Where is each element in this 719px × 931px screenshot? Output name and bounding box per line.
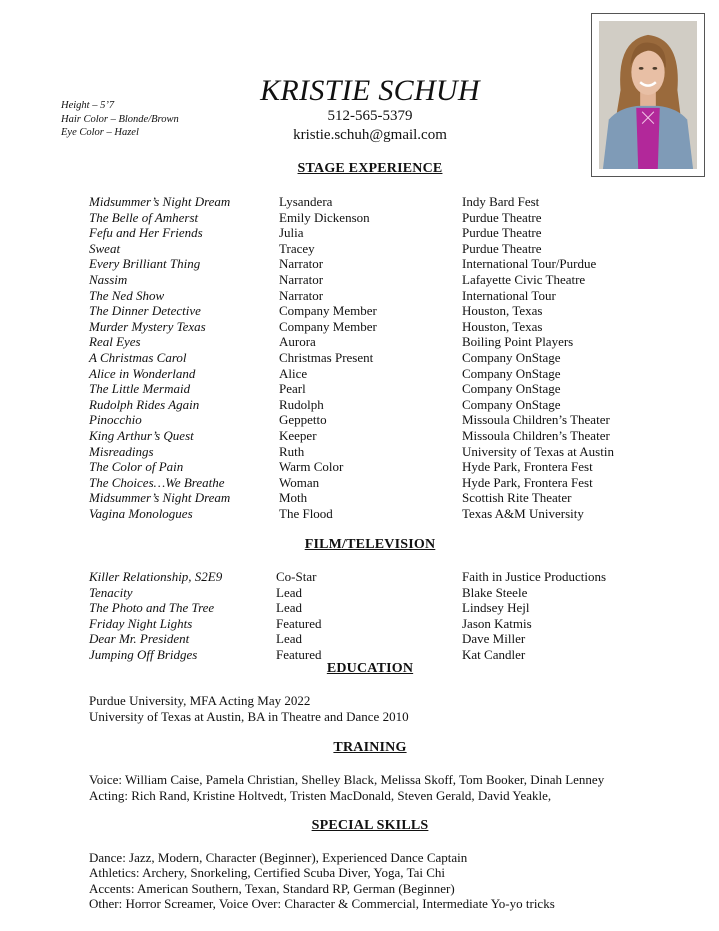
eye-color-stat: Eye Color – Hazel <box>61 127 139 138</box>
credit-title: A Christmas Carol <box>89 350 187 365</box>
credit-row <box>0 288 719 304</box>
credit-title: The Color of Pain <box>89 459 184 475</box>
credit-row <box>0 475 719 491</box>
credit-row <box>0 272 719 288</box>
credit-role: Company Member <box>279 303 377 319</box>
credit-row <box>0 241 719 257</box>
skill-athletics: Athletics: Archery, Snorkeling, Certified Scuba Diver, Yoga, Tai Chi <box>89 865 446 880</box>
stage-experience-heading: STAGE EXPERIENCE <box>297 161 443 176</box>
credit-row <box>0 569 719 585</box>
credit-row <box>0 412 719 428</box>
credit-row <box>0 428 719 444</box>
credit-venue: Kat Candler <box>462 647 526 662</box>
headshot-image <box>599 21 697 169</box>
credit-venue: Indy Bard Fest <box>462 194 540 209</box>
credit-title: Nassim <box>89 272 128 287</box>
credit-role: Alice <box>279 365 308 381</box>
education-line: Purdue University, MFA Acting May 2022 <box>89 693 311 708</box>
credit-row <box>0 194 719 210</box>
credit-venue: Houston, Texas <box>462 318 543 334</box>
credit-venue: Boiling Point Players <box>462 334 574 350</box>
credit-title: Pinocchio <box>89 412 142 428</box>
physical-stats <box>61 99 179 140</box>
credit-role: Rudolph <box>279 396 324 412</box>
credit-role: Lysandera <box>279 194 333 209</box>
credit-row <box>0 366 719 382</box>
credit-role: Moth <box>279 490 308 506</box>
credit-venue: Company OnStage <box>462 365 561 381</box>
credit-role: Lead <box>276 584 302 600</box>
credit-role: Company Member <box>279 318 377 334</box>
credit-row <box>0 319 719 335</box>
credit-title: Murder Mystery Texas <box>89 318 206 334</box>
credit-venue: Faith in Justice Productions <box>462 569 607 584</box>
credit-title: Dear Mr. President <box>89 631 190 647</box>
credit-row <box>0 334 719 350</box>
credit-title: The Belle of Amherst <box>89 209 199 225</box>
training-voice: Voice: William Caise, Pamela Christian, Shelley Black, Melissa Skoff, Tom Booker, Dinah Lenney <box>89 772 605 787</box>
credit-title: King Arthur’s Quest <box>89 428 194 443</box>
credit-role: Geppetto <box>279 412 327 428</box>
credit-role: Featured <box>276 615 322 631</box>
credit-row <box>0 350 719 366</box>
credit-title: Friday Night Lights <box>89 615 193 631</box>
phone-number: 512-565-5379 <box>327 108 413 124</box>
actor-name: KRISTIE SCHUH <box>260 74 480 107</box>
credit-venue: Hyde Park, Frontera Fest <box>462 459 593 475</box>
training-heading: TRAINING <box>333 740 407 755</box>
credit-title: The Ned Show <box>89 287 165 303</box>
credit-role: Co-Star <box>276 569 317 584</box>
credit-role: Aurora <box>279 334 316 350</box>
credit-row <box>0 225 719 241</box>
training-acting: Acting: Rich Rand, Kristine Holtvedt, Tristen MacDonald, Steven Gerald, David Yeakle, <box>89 788 552 803</box>
credit-venue: Scottish Rite Theater <box>462 490 572 506</box>
credit-row <box>0 631 719 647</box>
credit-row <box>0 210 719 226</box>
credit-venue: Company OnStage <box>462 396 561 412</box>
headshot-photo <box>591 13 705 177</box>
credit-role: Ruth <box>279 443 305 459</box>
credit-row <box>0 506 719 522</box>
credit-row <box>0 381 719 397</box>
credit-venue: Texas A&M University <box>462 506 584 521</box>
credit-venue: Lafayette Civic Theatre <box>462 272 586 287</box>
credit-role: Narrator <box>279 272 324 287</box>
credit-row <box>0 600 719 616</box>
credit-title: The Dinner Detective <box>89 303 201 319</box>
credit-venue: Company OnStage <box>462 350 561 365</box>
credit-row <box>0 616 719 632</box>
credit-title: Jumping Off Bridges <box>89 647 198 662</box>
email-address: kristie.schuh@gmail.com <box>293 127 447 143</box>
skill-other: Other: Horror Screamer, Voice Over: Character & Commercial, Intermediate Yo-yo tricks <box>89 896 555 911</box>
credit-role: Christmas Present <box>279 350 374 365</box>
credit-venue: Lindsey Hejl <box>462 600 530 616</box>
credit-title: Alice in Wonderland <box>89 365 196 381</box>
skill-accents: Accents: American Southern, Texan, Standard RP, German (Beginner) <box>89 881 455 896</box>
credit-title: The Choices…We Breathe <box>89 474 225 490</box>
education-line: University of Texas at Austin, BA in Theatre and Dance 2010 <box>89 709 409 724</box>
credit-role: Tracey <box>279 240 315 256</box>
credit-row <box>0 490 719 506</box>
credit-role: Narrator <box>279 256 324 272</box>
credit-row <box>0 256 719 272</box>
special-skills-heading: SPECIAL SKILLS <box>311 818 429 833</box>
credit-role: Woman <box>279 474 320 490</box>
credit-venue: Purdue Theatre <box>462 225 542 241</box>
credit-role: Lead <box>276 600 302 616</box>
credit-row <box>0 444 719 460</box>
credit-row <box>0 303 719 319</box>
film-television-heading: FILM/TELEVISION <box>304 537 436 552</box>
credit-role: Pearl <box>279 381 306 397</box>
credit-role: Emily Dickenson <box>279 209 370 225</box>
credit-title: Real Eyes <box>89 334 141 350</box>
hair-color-stat: Hair Color – Blonde/Brown <box>61 113 179 125</box>
credit-title: Midsummer’s Night Dream <box>89 194 231 209</box>
credit-title: Misreadings <box>89 443 154 459</box>
credit-row <box>0 397 719 413</box>
credit-role: Narrator <box>279 287 324 303</box>
credit-venue: Jason Katmis <box>462 615 532 631</box>
credit-role: Lead <box>276 631 302 647</box>
credit-venue: Houston, Texas <box>462 303 543 319</box>
credit-title: Fefu and Her Friends <box>89 225 203 241</box>
credit-venue: Missoula Children’s Theater <box>462 412 610 428</box>
credit-title: Rudolph Rides Again <box>89 396 200 412</box>
credit-venue: Missoula Children’s Theater <box>462 428 610 443</box>
height-stat: Height – 5’7 <box>61 100 115 111</box>
credit-row <box>0 459 719 475</box>
credit-venue: University of Texas at Austin <box>462 443 614 459</box>
credit-venue: Purdue Theatre <box>462 240 542 256</box>
credit-role: Featured <box>276 647 322 662</box>
credit-venue: International Tour/Purdue <box>462 256 597 272</box>
credit-role: Julia <box>279 225 304 241</box>
credit-title: Tenacity <box>89 584 133 600</box>
credit-role: Warm Color <box>279 459 344 475</box>
credit-title: Sweat <box>89 240 121 256</box>
credit-title: The Photo and The Tree <box>89 600 215 616</box>
credit-venue: Blake Steele <box>462 584 528 600</box>
credit-venue: Purdue Theatre <box>462 209 542 225</box>
credit-venue: Hyde Park, Frontera Fest <box>462 474 593 490</box>
credit-row <box>0 585 719 601</box>
credit-title: Vagina Monologues <box>89 506 193 521</box>
credit-title: Every Brilliant Thing <box>89 256 201 272</box>
credit-title: Killer Relationship, S2E9 <box>89 569 223 584</box>
credit-venue: Dave Miller <box>462 631 526 647</box>
education-heading: EDUCATION <box>326 661 414 676</box>
skill-dance: Dance: Jazz, Modern, Character (Beginner), Experienced Dance Captain <box>89 850 468 865</box>
credit-title: The Little Mermaid <box>89 381 191 397</box>
credit-role: Keeper <box>279 428 317 443</box>
credit-role: The Flood <box>279 506 333 521</box>
credit-venue: International Tour <box>462 287 556 303</box>
credit-venue: Company OnStage <box>462 381 561 397</box>
credit-title: Midsummer’s Night Dream <box>89 490 231 506</box>
